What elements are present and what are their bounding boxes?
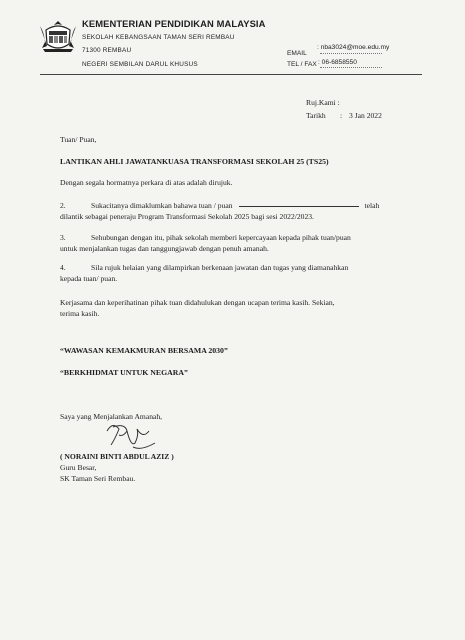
reference-label: Ruj.Kami : (306, 98, 340, 107)
signatory-school: SK Taman Seri Rembau. (60, 474, 136, 483)
signatory-name: ( NORAINI BINTI ABDUL AZIZ ) (60, 452, 174, 461)
paragraph-2-line-1 (91, 201, 379, 210)
email-dotted-line (320, 53, 382, 54)
tel-fax-value: : 06-6858550 (318, 59, 357, 66)
signature-closing: Saya yang Menjalankan Amanah, (60, 412, 163, 421)
school-state: NEGERI SEMBILAN DARUL KHUSUS (82, 61, 198, 68)
handwritten-signature-icon (97, 417, 159, 457)
ministry-name: KEMENTERIAN PENDIDIKAN MALAYSIA (82, 18, 266, 29)
malaysia-crest-icon (38, 18, 78, 54)
paragraph-2-line-1-text: Sukacitanya dimaklumkan bahawa tuan / puan (91, 201, 233, 210)
letter-subject: LANTIKAN AHLI JAWATANKUASA TRANSFORMASI SEKOLAH 25 (TS25) (60, 157, 329, 166)
paragraph-3-line-2: untuk menjalankan tugas dan tanggungjawab dengan penuh amanah. (60, 244, 269, 253)
school-name: SEKOLAH KEBANGSAAN TAMAN SERI REMBAU (82, 34, 235, 41)
paragraph-4-line-2: kepada tuan/ puan. (60, 274, 118, 283)
date-value: 3 Jan 2022 (349, 111, 382, 120)
signatory-title: Guru Besar, (60, 463, 97, 472)
closing-line-1: Kerjasama dan keperihatinan pihak tuan didahulukan dengan ucapan terima kasih. Sekian, (60, 298, 335, 307)
date-label: Tarikh (306, 111, 326, 120)
paragraph-3-line-1: Sehubungan dengan itu, pihak sekolah memberi kepercayaan kepada pihak tuan/puan (91, 233, 351, 242)
salutation: Tuan/ Puan, (60, 135, 97, 144)
tel-dotted-line (320, 67, 382, 68)
closing-line-2: terima kasih. (60, 309, 100, 318)
paragraph-2-line-1-end: telah (364, 201, 380, 210)
paragraph-4-line-1: Sila rujuk helaian yang dilampirkan berkenaan jawatan dan tugas yang diamanahkan (91, 263, 349, 272)
email-value: : nba3024@moe.edu.my (317, 44, 390, 51)
email-label: EMAIL (287, 50, 307, 57)
name-blank-line (239, 206, 359, 207)
tel-fax-label: TEL / FAX (287, 61, 317, 68)
paragraph-2-line-2: dilantik sebagai peneraju Program Transformasi Sekolah 2025 bagi sesi 2022/2023. (60, 212, 314, 221)
intro-paragraph: Dengan segala hormatnya perkara di atas adalah dirujuk. (60, 178, 233, 187)
date-colon: : (340, 111, 343, 120)
paragraph-3-number: 3. (60, 233, 66, 242)
motto-berkhidmat: “BERKHIDMAT UNTUK NEGARA” (60, 368, 188, 377)
letterhead-rule (40, 74, 422, 75)
school-town: 71300 REMBAU (82, 47, 132, 54)
paragraph-4-number: 4. (60, 263, 66, 272)
paragraph-2-number: 2. (60, 201, 66, 210)
motto-wawasan: “WAWASAN KEMAKMURAN BERSAMA 2030” (60, 346, 228, 355)
